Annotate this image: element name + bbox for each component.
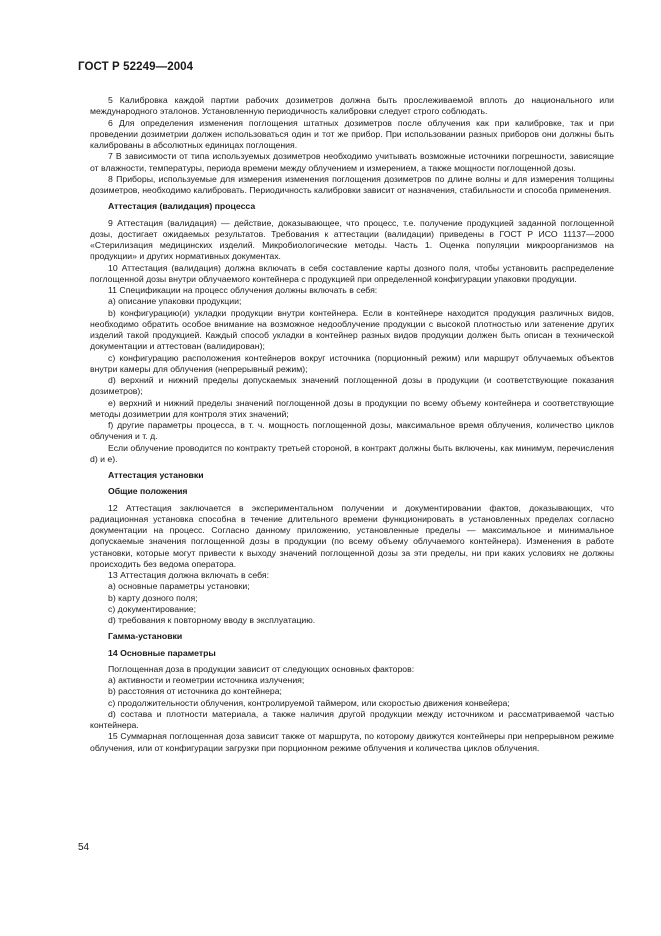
paragraph-8: 8 Приборы, используемые для измерения изменения поглощения дозиметров по длине волны и для измерения толщины дозиметров, необходимо калибровать. Периодичность калибровки зависит от назначения, стабильности и способа применения.	[90, 173, 614, 195]
paragraph-10: 10 Аттестация (валидация) должна включать в себя составление карты дозного поля, чтобы установить распределение поглощенной дозы внутри облучаемого контейнера с продукцией при определенной конфигурации упаковки продукции.	[90, 262, 614, 284]
list-item-14c: c) продолжительности облучения, контролируемой таймером, или скоростью движения конвейера;	[108, 697, 510, 708]
paragraph-11: 11 Спецификации на процесс облучения должны включать в себя:	[108, 285, 378, 295]
section-heading-facility-validation: Аттестация установки	[108, 470, 204, 480]
paragraph-14-intro: Поглощенная доза в продукции зависит от следующих основных факторов:	[108, 663, 415, 674]
list-item-14d: d) состава и плотности материала, а также наличия другой продукции между источником и рассматриваемой частью контейнера.	[90, 708, 614, 730]
paragraph-7: 7 В зависимости от типа используемых дозиметров необходимо учитывать возможные источники погрешности, зависящие от влажности, температуры, периода времени между облучением и измерением, а также мощности поглощенной дозы.	[90, 151, 614, 173]
list-item-13d: d) требования к повторному вводу в эксплуатацию.	[108, 615, 316, 625]
list-item-11f: f) другие параметры процесса, в т. ч. мощность поглощенной дозы, максимальное время облучения, количество циклов облучения и т. д.	[90, 420, 614, 442]
list-item-11a: a) описание упаковки продукции;	[108, 296, 242, 307]
section-heading-gamma-facilities: Гамма-установки	[108, 631, 183, 642]
paragraph-12: 12 Аттестация заключается в экспериментальном получении и документировании фактов, доказывающих, что радиационная установка способна в течение длительного времени функционировать в установленных пределах согласно документации на процесс. Согласно данному приложению, установленные пределы — максимальное и минимальное допускаемые значения поглощенной дозы в продукции (по всему объему облучаемого контейнера). Изменения в работе установки, которые могут привести к выходу значений поглощенной дозы за эти пределы, ни при каких условиях не должны происходить без ведома оператора.	[90, 502, 614, 569]
list-item-14b: b) расстояния от источника до контейнера;	[108, 686, 282, 697]
paragraph-13: 13 Аттестация должна включать в себя:	[108, 570, 270, 580]
subsection-heading-general: Общие положения	[108, 486, 188, 497]
paragraph-6: 6 Для определения изменения поглощения штатных дозиметров после облучения как при калибровке, так и при проведении дозиметрии должен использоваться один и тот же прибор. При использовании разных приборов они должны быть калиброваны в абсолютных единицах поглощения.	[90, 117, 614, 150]
list-item-11b: b) конфигурацию(и) укладки продукции внутри контейнера. Если в контейнере находится продукция различных видов, необходимо обратить особое внимание на возможное недооблучение продукции с высокой плотностью или затенение других изделий такой продукцией. Каждый способ укладки в контейнер разных видов продукции должен быть описан в технической документации и аттестован (валидирован);	[90, 307, 614, 352]
list-item-11d: d) верхний и нижний пределы допускаемых значений поглощенной дозы в продукции (и соответствующие показания дозиметров);	[90, 375, 614, 397]
list-item-13a: a) основные параметры установки;	[108, 581, 250, 592]
paragraph-contract-note: Если облучение проводится по контракту третьей стороной, в контракт должны быть включены, как минимум, перечисления d) и e).	[90, 442, 614, 464]
section-heading-process-validation: Аттестация (валидация) процесса	[108, 201, 256, 212]
list-item-14a: a) активности и геометрии источника излучения;	[108, 675, 305, 685]
paragraph-5: 5 Калибровка каждой партии рабочих дозиметров должна быть прослеживаемой вплоть до национального или международного эталонов. Установленную периодичность калибровки следует строго соблюдать.	[90, 95, 614, 117]
paragraph-15: 15 Суммарная поглощенная доза зависит также от маршрута, по которому движутся контейнеры при непрерывном режиме облучения, или от конфигурации загрузки при порционном режиме облучения и количества циклов облучения.	[90, 731, 614, 753]
paragraph-9: 9 Аттестация (валидация) — действие, доказывающее, что процесс, т.е. получение продукцией заданной поглощенной дозы, достигает ожидаемых результатов. Требования к аттестации (валидации) приведены в ГОСТ Р ИСО 11137—2000 «Стерилизация медицинских изделий. Микробиологические методы. Часть 1. Оценка популяции микроорганизмов на продукции» и других нормативных документах.	[90, 217, 614, 262]
document-body	[90, 95, 614, 754]
page-number: 54	[78, 842, 90, 853]
list-item-11c: c) конфигурацию расположения контейнеров вокруг источника (порционный режим) или маршрут облучаемых объектов внутри камеры для облучения (непрерывный режим);	[90, 352, 614, 374]
document-header: ГОСТ Р 52249—2004	[78, 61, 194, 73]
list-item-11e: e) верхний и нижний пределы значений поглощенной дозы в продукции по всему объему контейнера и соответствующие методы дозиметрии для контроля этих значений;	[90, 397, 614, 419]
list-item-13b: b) карту дозного поля;	[108, 592, 198, 603]
list-item-13c: c) документирование;	[108, 603, 197, 614]
subsection-heading-14: 14 Основные параметры	[108, 647, 216, 658]
